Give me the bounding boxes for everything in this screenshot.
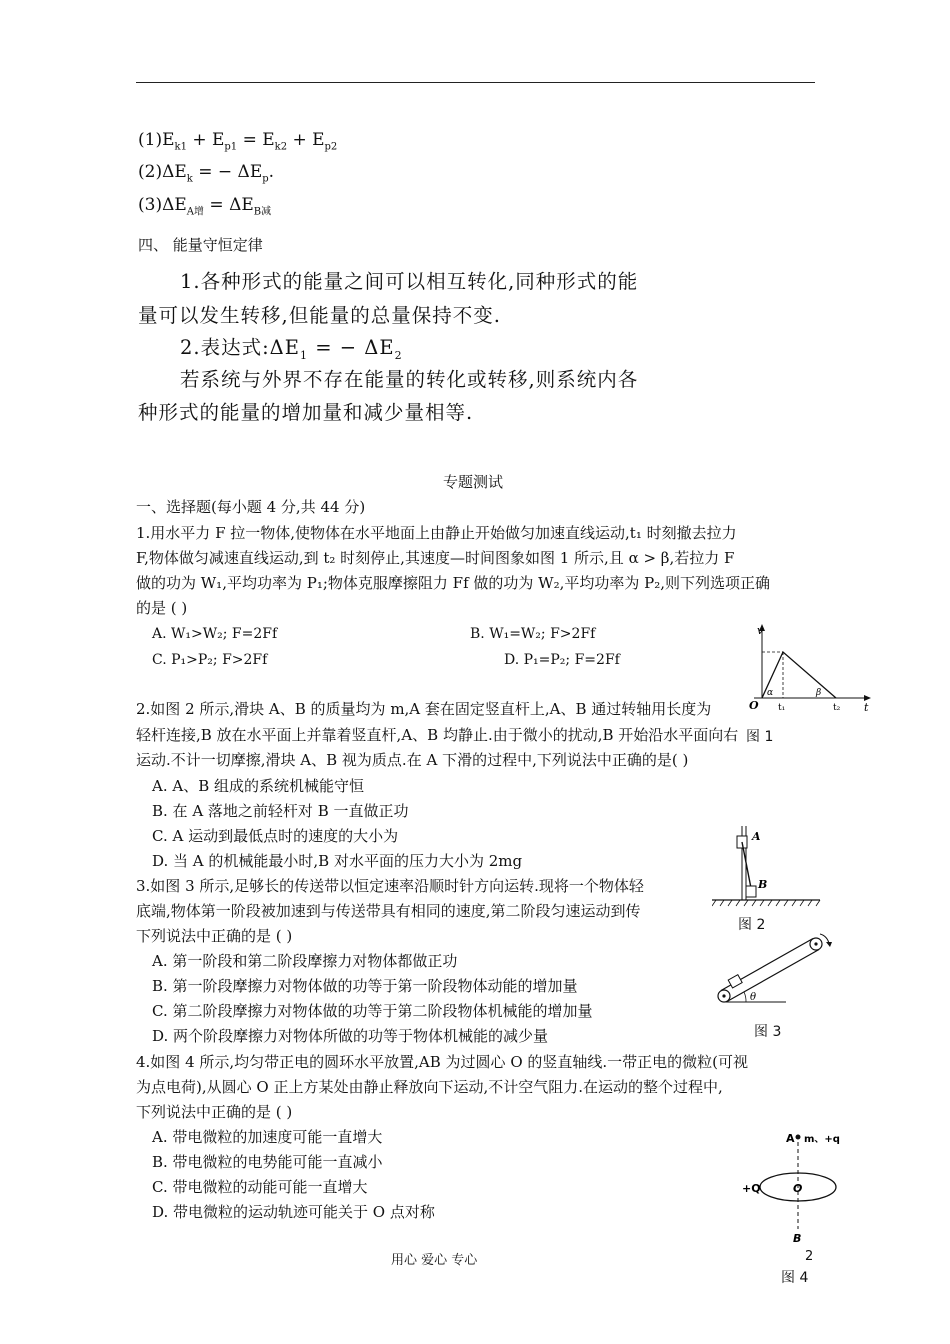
- fig1-v-label: v: [757, 624, 764, 637]
- figure-4: [738, 1125, 858, 1245]
- fig2-b-label: B: [758, 878, 768, 891]
- formula-2: $(2)\Delta E_k$ = − $\Delta E_p$.: [138, 162, 275, 185]
- q4-option-a: A. 带电微粒的加速度可能一直增大: [152, 1128, 383, 1146]
- header-rule: [136, 82, 815, 83]
- q3-option-c: C. 第二阶段摩擦力对物体做的功等于第二阶段物体机械能的增加量: [152, 1002, 593, 1020]
- test-title: 专题测试: [443, 473, 504, 491]
- fig1-t1-label: t₁: [778, 703, 786, 713]
- q2-option-b: B. 在 A 落地之前轻杆对 B 一直做正功: [152, 802, 409, 820]
- fig1-t2-label: t₂: [833, 703, 841, 713]
- fig2-a-label: A: [752, 830, 761, 843]
- q4-line1: 4.如图 4 所示,均匀带正电的圆环水平放置,AB 为过圆心 O 的竖直轴线.一带正电的微粒(可视: [136, 1053, 749, 1071]
- q1-line1: 1.用水平力 F 拉一物体,使物体在水平地面上由静止开始做匀加速直线运动,t₁ 时刻撤去拉力: [136, 524, 737, 542]
- fig1-beta-label: β: [816, 688, 822, 698]
- fig4-q-label: +Q: [742, 1182, 761, 1195]
- fig4-o-label: O: [793, 1182, 803, 1195]
- q3-option-d: D. 两个阶段摩擦力对物体所做的功等于物体机械能的减少量: [152, 1027, 549, 1045]
- q1-option-a: A. W₁>W₂; F=2Ff: [152, 626, 278, 642]
- section4-p1-line1: 1.各种形式的能量之间可以相互转化,同种形式的能: [180, 270, 639, 293]
- q1-line3: 做的功为 W₁,平均功率为 P₁;物体克服摩擦阻力 Ff 做的功为 W₂,平均功率为 P₂,则下列选项正确: [136, 574, 771, 592]
- page-number: 2: [805, 1249, 814, 1264]
- fig4-charge-label: m、+q: [804, 1134, 840, 1145]
- q1-option-b: B. W₁=W₂; F>2Ff: [470, 626, 596, 642]
- q2-option-d: D. 当 A 的机械能最小时,B 对水平面的压力大小为 2mg: [152, 852, 523, 870]
- fig2-caption: 图 2: [738, 917, 766, 933]
- q3-option-a: A. 第一阶段和第二阶段摩擦力对物体都做正功: [152, 952, 458, 970]
- q2-option-a: A. A、B 组成的系统机械能守恒: [152, 777, 364, 795]
- figure-1: [740, 622, 875, 714]
- q3-line1: 3.如图 3 所示,足够长的传送带以恒定速率沿顺时针方向运转.现将一个物体轻: [136, 877, 644, 895]
- section4-p3-line2: 种形式的能量的增加量和减少量相等.: [138, 401, 474, 424]
- formula-3: $(3)\Delta E_{A增} = \Delta E_{B减}$: [138, 195, 272, 218]
- fig1-o-label: O: [749, 699, 759, 712]
- q2-line3: 运动.不计一切摩擦,滑块 A、B 视为质点.在 A 下滑的过程中,下列说法中正确的是( ): [136, 751, 689, 769]
- q4-line3: 下列说法中正确的是 ( ): [136, 1103, 293, 1121]
- q3-option-b: B. 第一阶段摩擦力对物体做的功等于第一阶段物体动能的增加量: [152, 977, 578, 995]
- q1-option-c: C. P₁>P₂; F>2Ff: [152, 652, 268, 668]
- q1-line2: F,物体做匀减速直线运动,到 t₂ 时刻停止,其速度—时间图象如图 1 所示,且 α > β,若拉力 F: [136, 549, 735, 567]
- section4-p1-line2: 量可以发生转移,但能量的总量保持不变.: [138, 304, 501, 327]
- q2-option-c: C. A 运动到最低点时的速度的大小为: [152, 827, 399, 845]
- q3-line3: 下列说法中正确的是 ( ): [136, 927, 293, 945]
- footer-text: 用心 爱心 专心: [391, 1253, 478, 1268]
- section-heading: 一、选择题(每小题 4 分,共 44 分): [136, 498, 366, 516]
- q4-line2: 为点电荷),从圆心 O 正上方某处由静止释放向下运动,不计空气阻力.在运动的整个过程中,: [136, 1078, 723, 1096]
- fig1-t-label: t: [864, 701, 869, 714]
- q3-line2: 底端,物体第一阶段被加速到与传送带具有相同的速度,第二阶段匀速运动到传: [136, 902, 641, 920]
- q4-option-c: C. 带电微粒的动能可能一直增大: [152, 1178, 368, 1196]
- q4-option-b: B. 带电微粒的电势能可能一直减小: [152, 1153, 383, 1171]
- fig3-caption: 图 3: [754, 1024, 782, 1040]
- q4-option-d: D. 带电微粒的运动轨迹可能关于 O 点对称: [152, 1203, 435, 1221]
- q1-line4: 的是 ( ): [136, 599, 188, 617]
- section4-heading: 四、 能量守恒定律: [138, 236, 263, 254]
- section4-p3-line1: 若系统与外界不存在能量的转化或转移,则系统内各: [180, 368, 639, 391]
- q2-line1: 2.如图 2 所示,滑块 A、B 的质量均为 m,A 套在固定竖直杆上,A、B 通过转轴用长度为: [136, 700, 712, 718]
- fig1-caption: 图 1: [744, 726, 775, 746]
- fig4-a-label: A: [786, 1132, 795, 1145]
- q1-option-d: D. P₁=P₂; F=2Ff: [504, 652, 620, 668]
- fig4-b-label: B: [793, 1232, 802, 1245]
- formula-1: $(1)E_{k1} + E_{p1} = E_{k2} + E_{p2}$: [138, 130, 338, 153]
- q2-line2: 轻杆连接,B 放在水平面上并靠着竖直杆,A、B 均静止.由于微小的扰动,B 开始沿水平面向右: [136, 726, 739, 744]
- fig1-alpha-label: α: [767, 688, 774, 698]
- figure-3: [712, 930, 842, 1010]
- fig4-caption: 图 4: [781, 1270, 809, 1286]
- figure-2: [712, 820, 822, 914]
- section4-expression: 2.表达式$:\Delta E_1$ = − $\Delta E_2$: [180, 336, 403, 362]
- fig3-theta-label: θ: [750, 992, 757, 1003]
